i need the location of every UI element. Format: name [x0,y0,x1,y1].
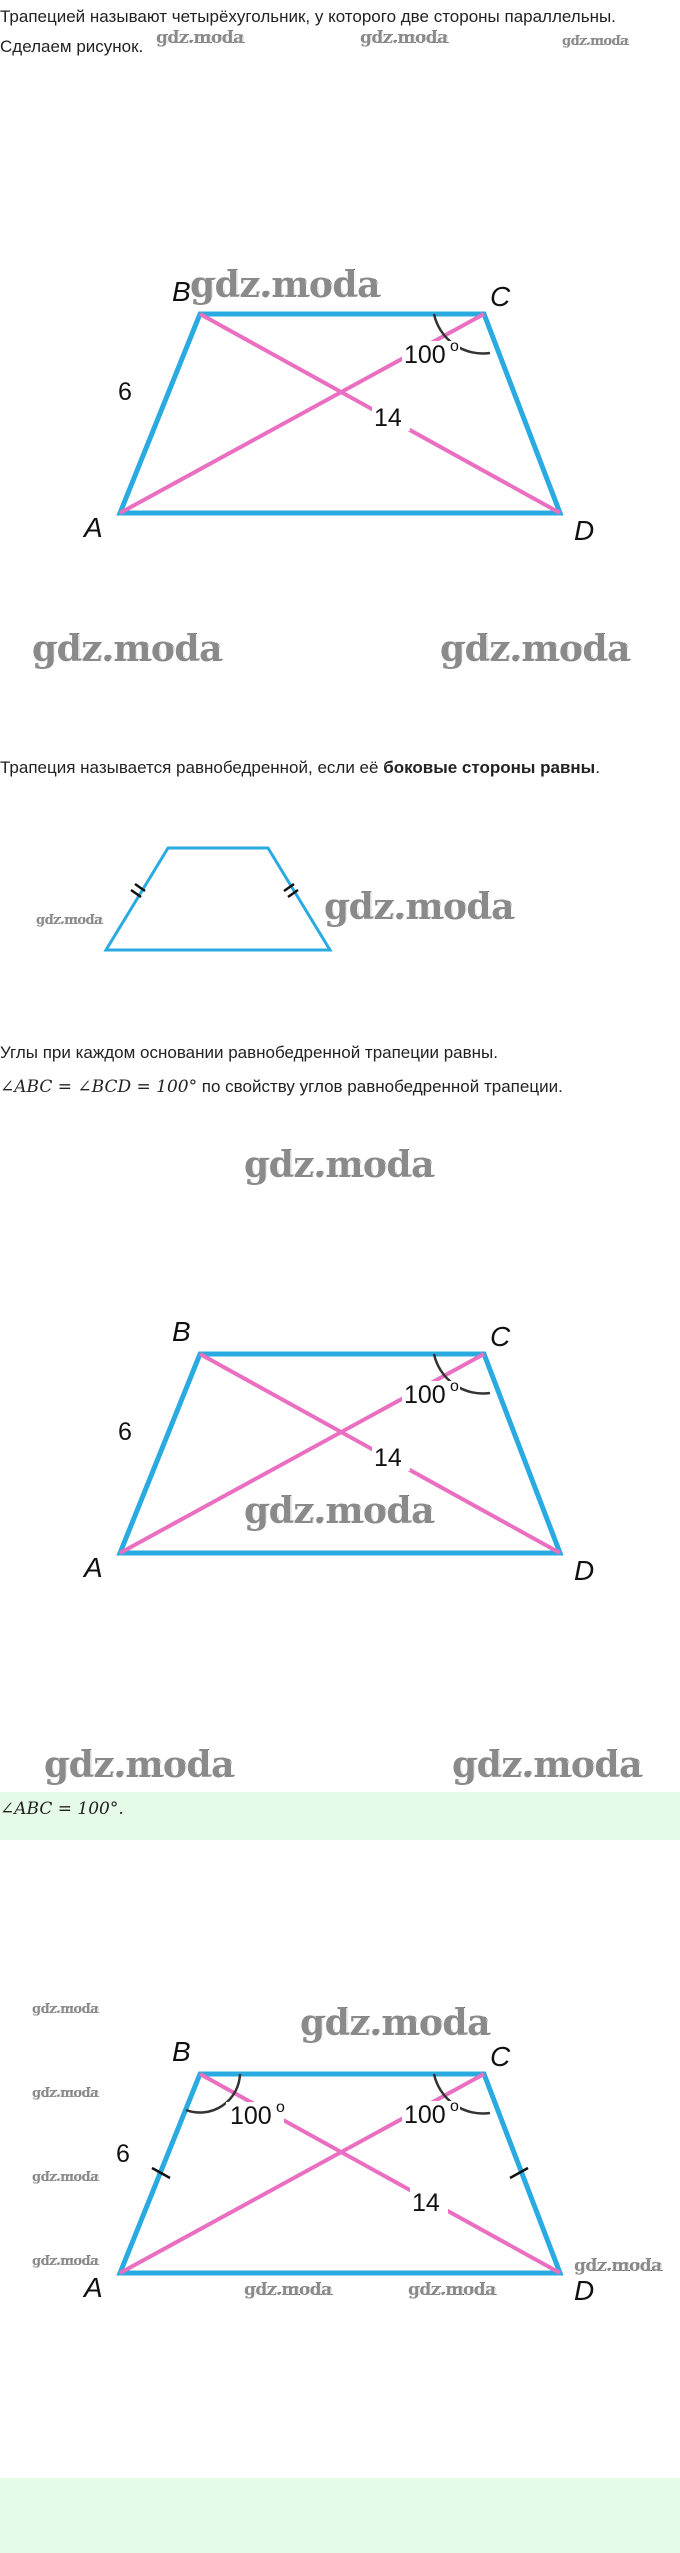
watermark: gdz.moda [452,1744,642,1786]
watermark: gdz.moda [324,886,514,928]
vertex-c-label: C [490,281,511,312]
vertex-d-label: D [574,2275,595,2306]
watermark: gdz.moda [300,2002,490,2044]
angle-label: 100 [404,1381,446,1409]
definition-bold-text: боковые стороны равны [383,758,596,777]
angle-reason: по свойству углов равнобедренной трапеции. [197,1077,563,1096]
vertex-b-label: B [172,1316,191,1347]
answer-band [0,1792,680,1840]
watermark: gdz.moda [360,28,448,48]
isosceles-definition [0,755,600,781]
isosceles-outline [106,848,330,950]
angle-equation [0,1074,563,1100]
watermark: gdz.moda [32,2002,99,2017]
trapezoid-figure-3 [0,2010,680,2330]
watermark: gdz.moda [32,628,222,670]
watermark: gdz.moda [156,28,244,48]
watermark: gdz.moda [32,2170,99,2185]
definition-text: Трапеция называется равнобедренной, если её [0,758,384,777]
watermark: gdz.moda [440,628,630,670]
vertex-a-label: A [84,1552,103,1583]
intro-line-2: Сделаем рисунок. [0,37,144,56]
vertex-d-label: D [574,1555,595,1586]
bottom-band [0,2478,680,2553]
vertex-b-label: B [172,2036,191,2067]
watermark: gdz.moda [244,1490,434,1532]
intro-line-1: Трапецией называют четырёхугольник, у которого две стороны параллельны. [0,7,616,26]
watermark: gdz.moda [574,2256,662,2276]
angle-c-label: 100 [404,2101,446,2129]
vertex-c-label: C [490,1321,511,1352]
watermark: gdz.moda [244,1144,434,1186]
diagonal-length-label: 14 [374,1444,402,1472]
trapezoid-figure-2 [0,1290,680,1610]
watermark: gdz.moda [408,2280,496,2300]
watermark: gdz.moda [562,34,629,49]
side-length-label: 6 [118,1418,132,1446]
side-length-label: 6 [116,2140,130,2168]
watermark: gdz.moda [32,2086,99,2101]
vertex-b-label: B [172,276,191,307]
degree-mark: o [450,1378,459,1395]
answer-formula: ∠ABC = 100°. [0,1799,124,1819]
watermark: gdz.moda [44,1744,234,1786]
side-length-label: 6 [118,378,132,406]
watermark: gdz.moda [190,264,380,306]
trapezoid-outline [120,2074,560,2273]
vertex-a-label: A [84,2272,103,2303]
vertex-d-label: D [574,515,595,546]
angle-b-label: 100 [230,2102,272,2130]
angle-formula: ∠ABC = ∠BCD = 100° [0,1077,198,1097]
degree-mark: o [450,2098,459,2115]
watermark: gdz.moda [244,2280,332,2300]
trapezoid-outline [120,314,560,513]
vertex-a-label: A [84,512,103,543]
angle-label: 100 [404,341,446,369]
diagonal-length-label: 14 [374,404,402,432]
degree-mark: o [450,338,459,355]
angles-rule: Углы при каждом основании равнобедренной трапеции равны. [0,1043,498,1062]
vertex-c-label: C [490,2041,511,2072]
definition-end: . [595,758,600,777]
watermark: gdz.moda [36,913,103,928]
degree-mark: o [276,2099,285,2116]
diagonal-length-label: 14 [412,2189,440,2217]
watermark: gdz.moda [32,2254,99,2269]
